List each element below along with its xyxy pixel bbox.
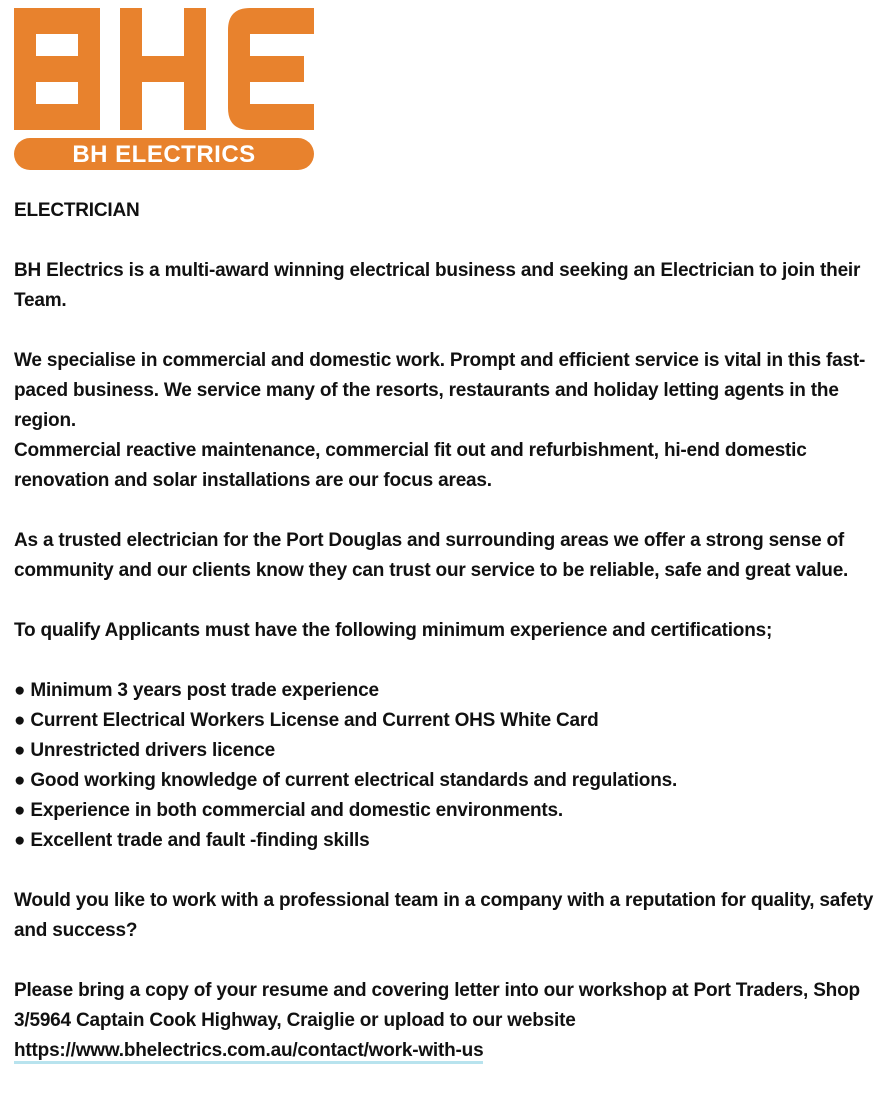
list-item: ● Good working knowledge of current electrical standards and regulations. bbox=[14, 770, 678, 791]
focus-areas-paragraph: Commercial reactive maintenance, commercial fit out and refurbishment, hi-end domestic renovation and solar installations are our focus areas. bbox=[14, 440, 807, 491]
spacer bbox=[14, 646, 874, 676]
job-posting bbox=[14, 8, 874, 1066]
spacer bbox=[14, 856, 874, 886]
work-with-us-link[interactable]: https://www.bhelectrics.com.au/contact/work-with-us bbox=[14, 1040, 483, 1064]
spacer bbox=[14, 586, 874, 616]
apply-paragraph bbox=[14, 976, 874, 1066]
apply-text: Please bring a copy of your resume and covering letter into our workshop at Port Traders, Shop 3/5964 Captain Cook Highway, Craiglie or upload to our website bbox=[14, 980, 860, 1031]
list-item: ● Excellent trade and fault -finding skills bbox=[14, 830, 370, 851]
qualify-paragraph: To qualify Applicants must have the following minimum experience and certifications; bbox=[14, 620, 773, 641]
requirements-list bbox=[14, 676, 874, 856]
spacer bbox=[14, 226, 874, 256]
list-item: ● Minimum 3 years post trade experience bbox=[14, 680, 379, 701]
logo-brand-name: BH ELECTRICS bbox=[72, 141, 256, 168]
list-item: ● Unrestricted drivers licence bbox=[14, 740, 276, 761]
specialise-paragraph: We specialise in commercial and domestic work. Prompt and efficient service is vital in this fast-paced business. We service many of the resorts, restaurants and holiday letting agents in the region. bbox=[14, 350, 866, 431]
spacer bbox=[14, 316, 874, 346]
community-paragraph: As a trusted electrician for the Port Douglas and surrounding areas we offer a strong sense of community and our clients know they can trust our service to be reliable, safe and great value. bbox=[14, 530, 849, 581]
spacer bbox=[14, 946, 874, 976]
bh-electrics-logo bbox=[14, 8, 314, 170]
job-title: ELECTRICIAN bbox=[14, 200, 140, 221]
intro-paragraph: BH Electrics is a multi-award winning electrical business and seeking an Electrician to join their Team. bbox=[14, 260, 861, 311]
list-item: ● Experience in both commercial and domestic environments. bbox=[14, 800, 563, 821]
job-description bbox=[14, 196, 874, 1066]
question-paragraph: Would you like to work with a professional team in a company with a reputation for quality, safety and success? bbox=[14, 890, 874, 941]
list-item: ● Current Electrical Workers License and Current OHS White Card bbox=[14, 710, 599, 731]
spacer bbox=[14, 496, 874, 526]
